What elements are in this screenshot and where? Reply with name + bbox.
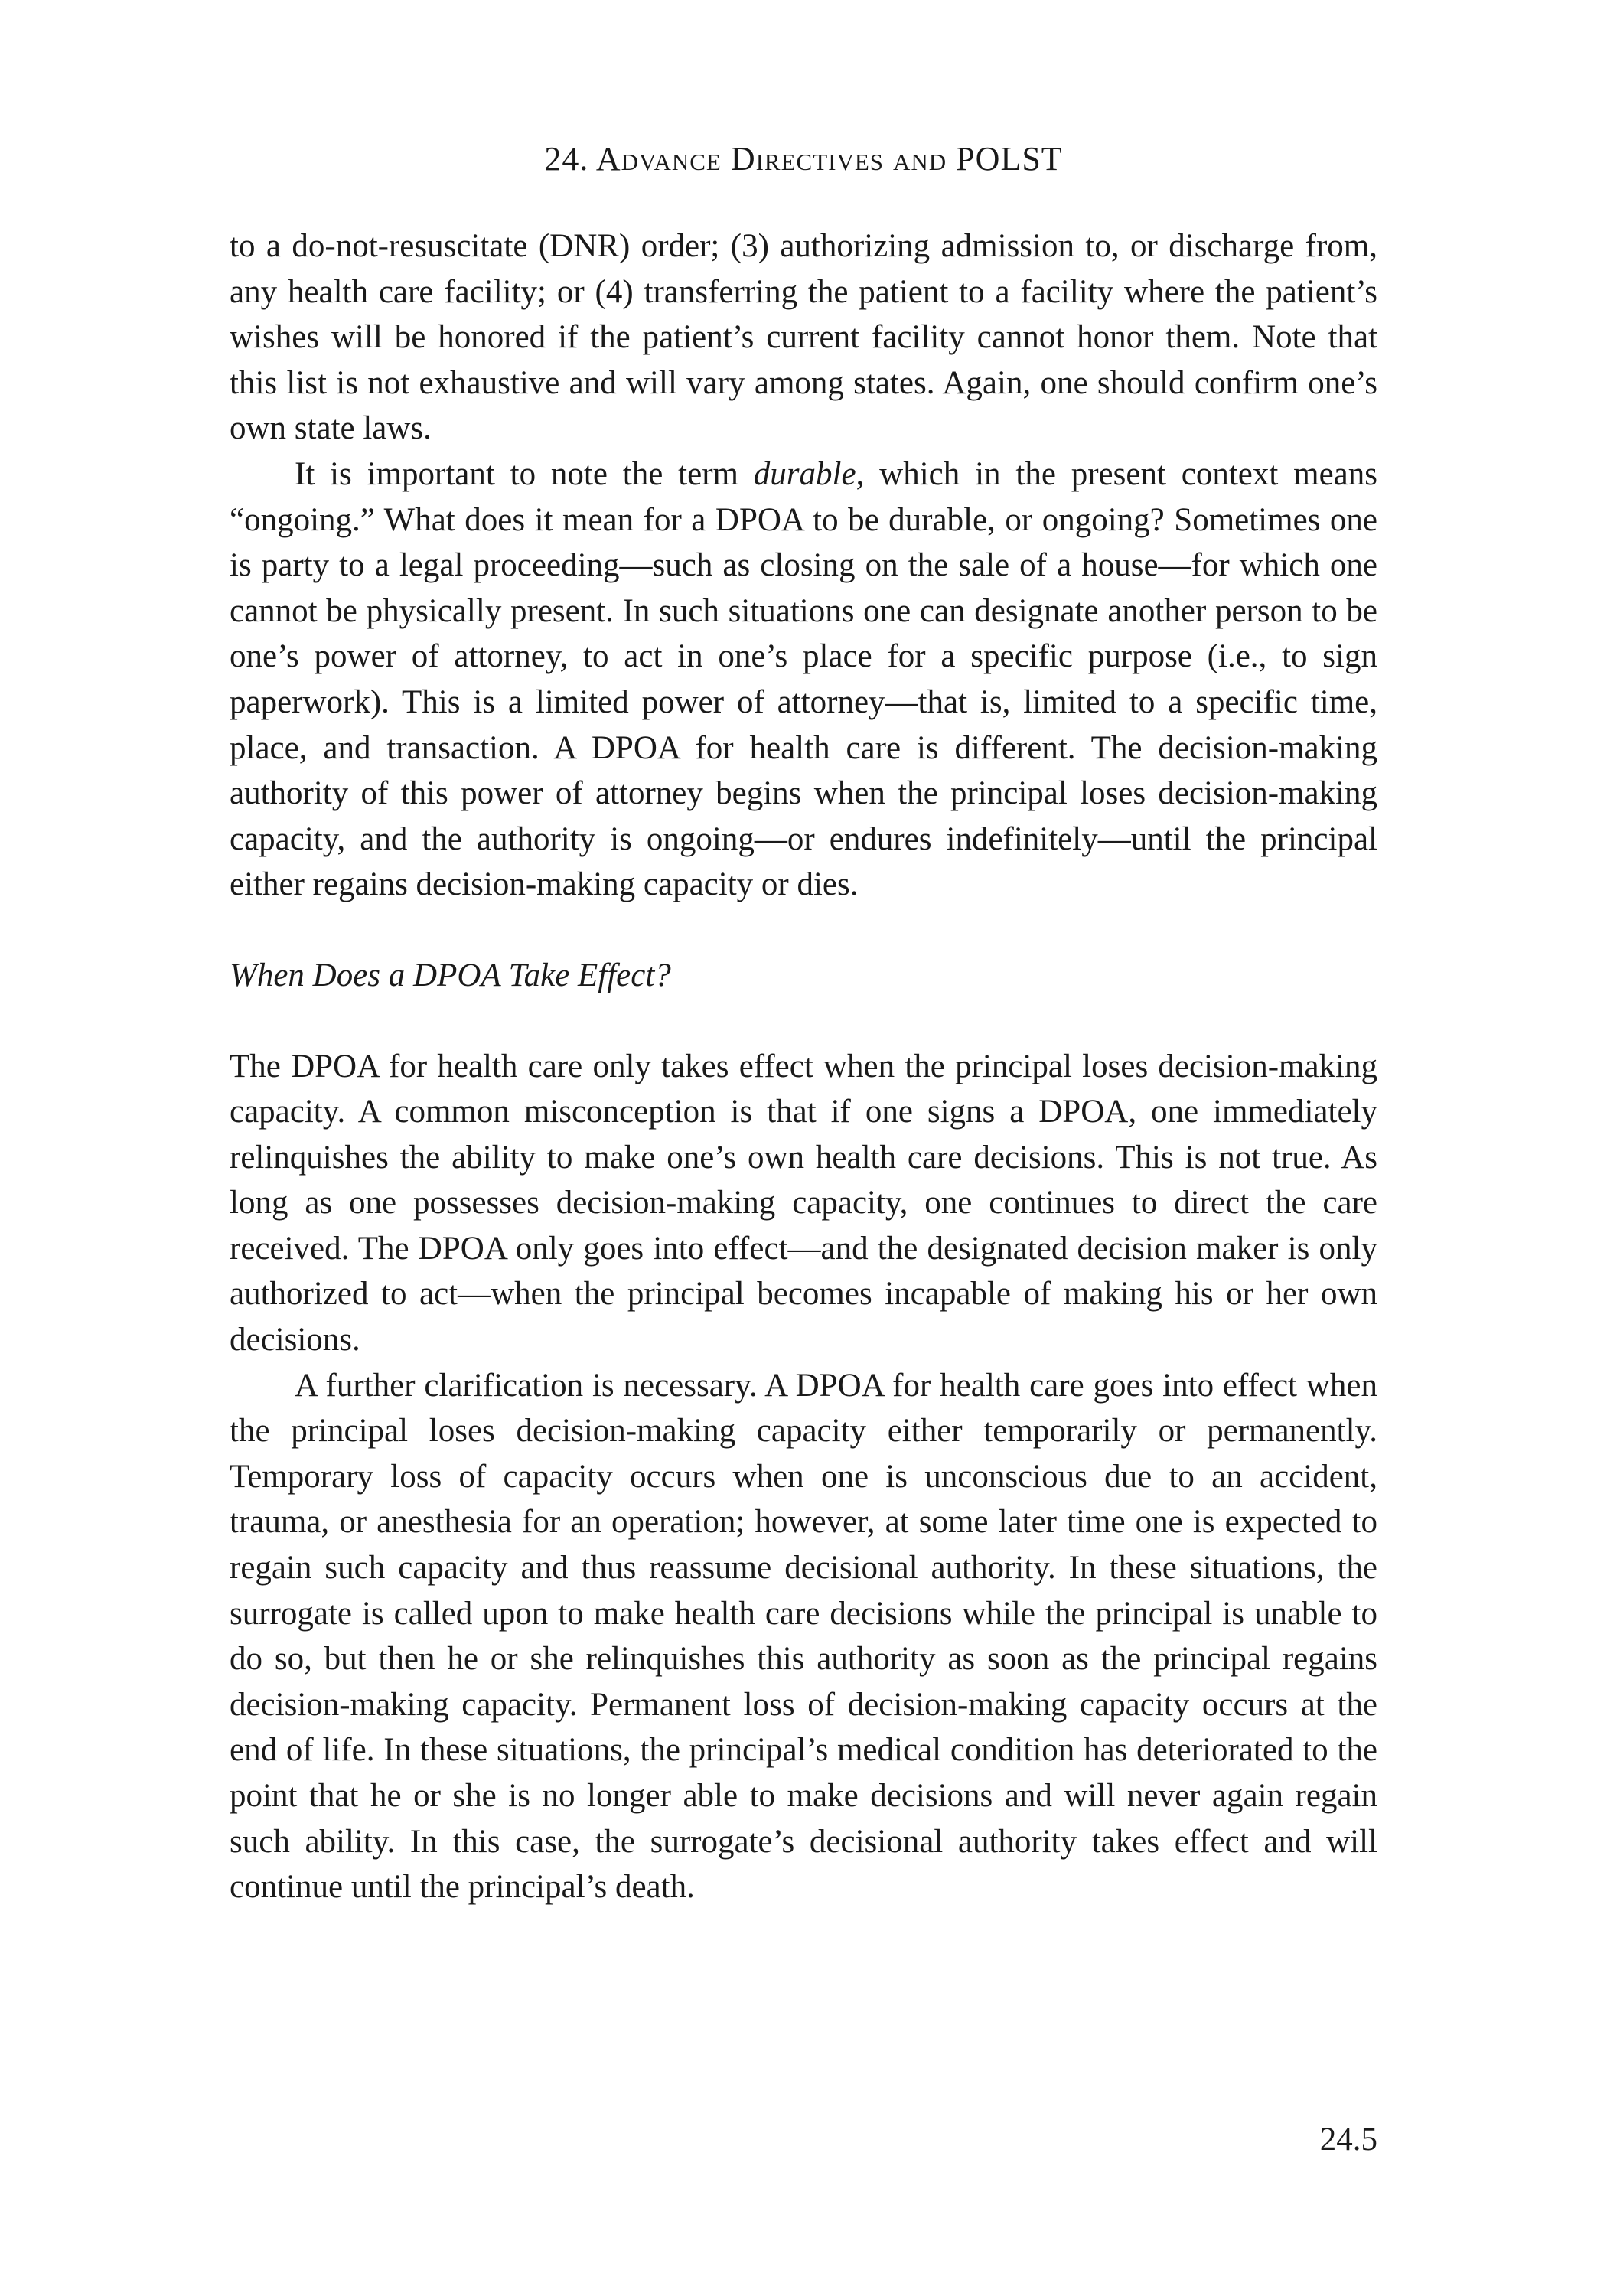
running-head: 24. Advance Directives and POLST bbox=[544, 140, 1063, 178]
body-text bbox=[230, 223, 1377, 1910]
emphasis-term-durable: durable bbox=[753, 455, 856, 492]
section-heading: When Does a DPOA Take Effect? bbox=[230, 957, 671, 993]
paragraph-when-dpoa-effective: The DPOA for health care only takes effect when the principal loses decision-making capacity. A common misconception is that if one signs a DPOA, one immediately relinquishes the ability to make one’s own health care decisions. This is not true. As long as one possesses decision-making capacity, one continues to direct the care received. The DPOA only goes into effect—and the designated decision maker is only authorized to act—when the principal becomes incapable of making his or her own decisions. bbox=[230, 1048, 1377, 1358]
paragraph-text-before-emphasis: It is important to note the term bbox=[295, 455, 754, 492]
paragraph-further-clarification: A further clarification is necessary. A DPOA for health care goes into effect when the principal loses decision-making capacity either temporarily or permanently. Temporary loss of capacity occurs when one is unconscious due to an accident, trauma, or anesthesia for an operation; however, at some later time one is expected to regain such capacity and thus reassume decisional authority. In these situations, the surrogate is called upon to make health care decisions while the principal is unable to do so, but then he or she relinquishes this authority as soon as the principal regains decision-making capacity. Permanent loss of decision-making capacity occurs at the end of life. In these situations, the principal’s medical condition has deteriorated to the point that he or she is no longer able to make decisions and will never again regain such ability. In this case, the surrogate’s decisional authority takes effect and will continue until the principal’s death. bbox=[230, 1367, 1377, 1906]
paragraph-continued-list: to a do-not-resuscitate (DNR) order; (3) authorizing admission to, or discharge from, any health care facility; or (4) transferring the patient to a facility where the patient’s wishes will be honored if the patient’s current facility cannot honor them. Note that this list is not exhaustive and will vary among states. Again, one should confirm one’s own state laws. bbox=[230, 228, 1377, 447]
page-number: 24.5 bbox=[1319, 2122, 1377, 2157]
paragraph-text-after-emphasis: , which in the present context means “ongoing.” What does it mean for a DPOA to be durable, or ongoing? Sometimes one is party to a legal proceeding—such as closing on the sale of a house—for which one cannot be physically present. In such situations one can designate another person to be one’s power of attorney, to act in one’s place for a specific purpose (i.e., to sign paperwork). This is a limited power of attorney—that is, limited to a specific time, place, and transaction. A DPOA for health care is different. The decision-making authority of this power of attorney begins when the principal loses decision-making capacity, and the authority is ongoing—or endures indefinitely—until the principal either regains decision-making capacity or dies. bbox=[230, 455, 1377, 903]
paragraph-durable-definition bbox=[230, 452, 1377, 908]
